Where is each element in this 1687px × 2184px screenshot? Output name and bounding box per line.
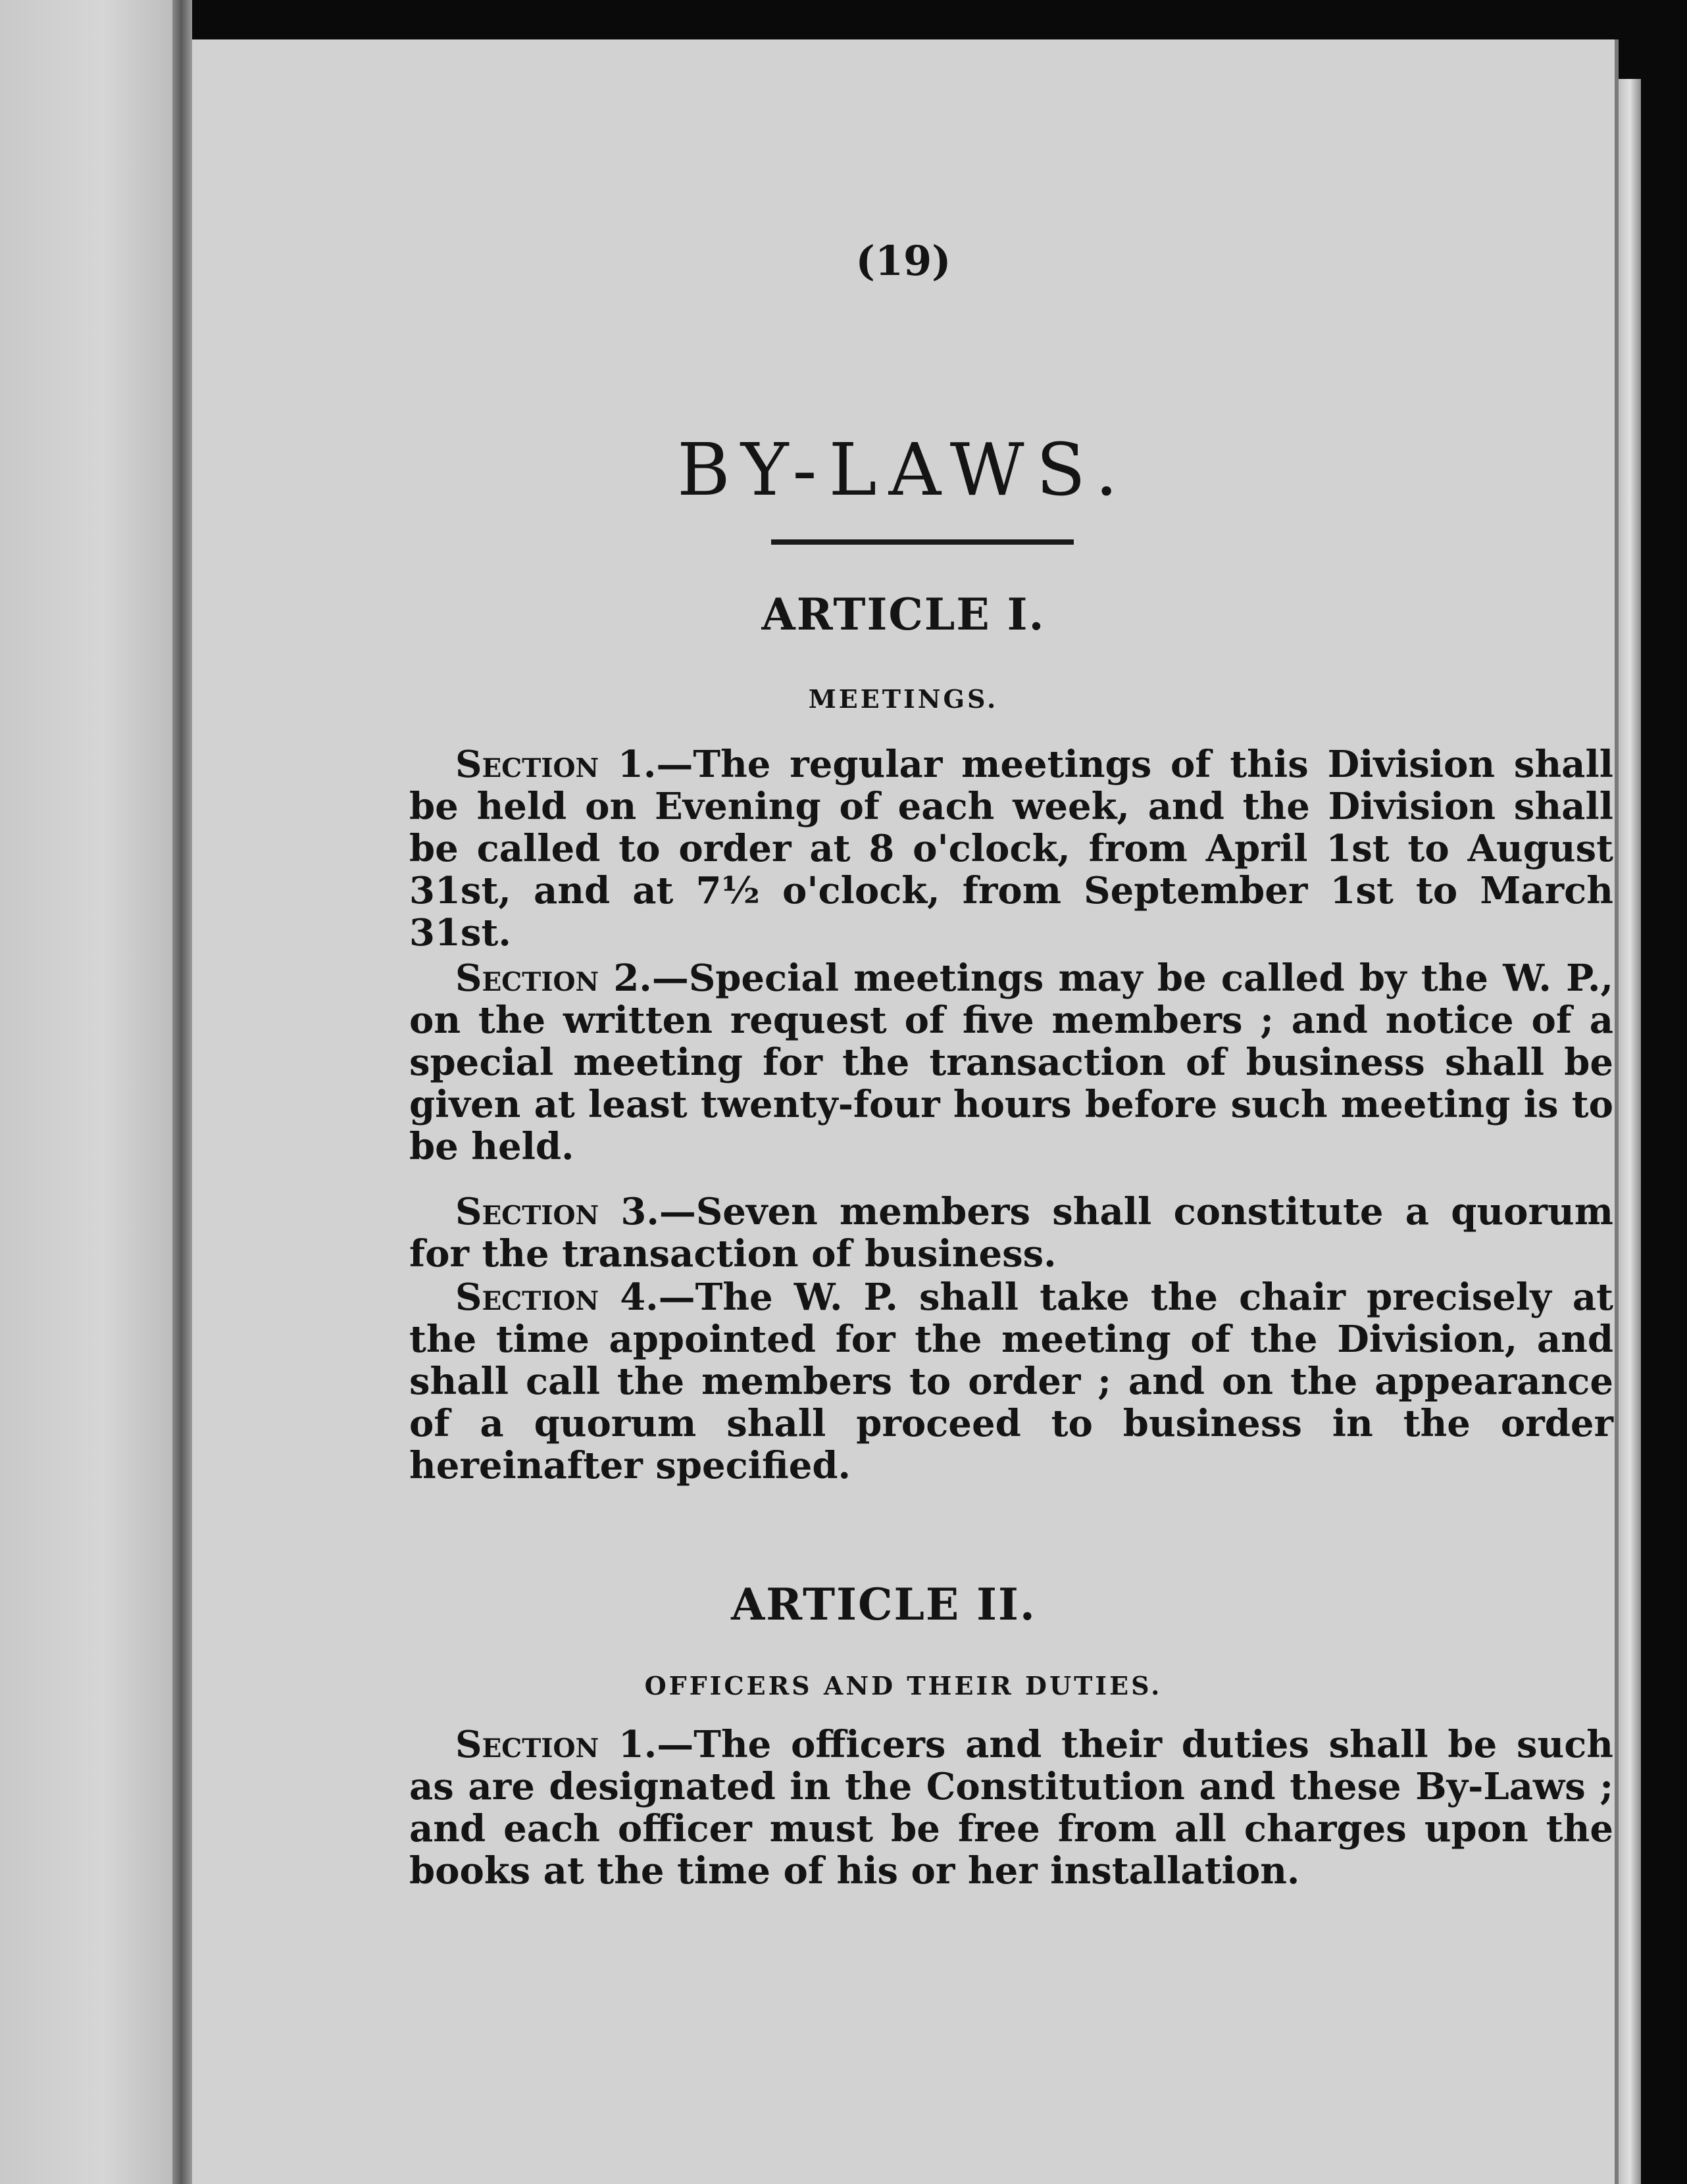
article-1-section-4 [409, 1276, 1613, 1487]
article-1-section-2 [409, 957, 1613, 1168]
page-title: BY-LAWS. [676, 428, 1130, 512]
section-text: —The regular meetings of this Division shall be held on Evening of each week, and the Division shall be called to order at 8 o'clock, from April 1st to August 31st, and at 7½ o'clock, from September 1st to March 31st. [409, 743, 1613, 955]
article-2-section-1 [409, 1724, 1613, 1892]
section-text: —The officers and their duties shall be such as are designated in the Constitution and these By-Laws ; and each officer must be free from all charges upon the books at the time of his or her installation. [409, 1723, 1613, 1893]
page-stack-edge [1619, 79, 1641, 2184]
section-label: Section 4. [455, 1276, 659, 1319]
article-1-section-1 [409, 743, 1613, 954]
section-label: Section 1. [455, 1723, 657, 1766]
article-1-section-3 [409, 1191, 1613, 1275]
section-label: Section 1. [455, 743, 657, 786]
section-text: —The W. P. shall take the chair precisely at the time appointed for the meeting of the Division, and shall call the members to order ; and on the appearance of a quorum shall proceed to business in the order hereinafter specified. [409, 1276, 1613, 1487]
section-label: Section 2. [455, 956, 652, 1000]
article-2-title: ARTICLE II. [731, 1579, 1036, 1630]
book-gutter [172, 0, 192, 2184]
document-page [192, 39, 1619, 2184]
facing-page-edge [0, 0, 172, 2184]
section-text: —Special meetings may be called by the W. P., on the written request of five members ; and notice of a special meeting for the transaction of business shall be given at least twenty-four hours before such meeting is to be held. [409, 956, 1613, 1168]
article-2-subtitle: OFFICERS AND THEIR DUTIES. [644, 1671, 1163, 1700]
section-text: —Seven members shall constitute a quorum for the transaction of business. [409, 1190, 1613, 1276]
section-label: Section 3. [455, 1190, 659, 1233]
page-number: (19) [855, 237, 951, 285]
article-1-title: ARTICLE I. [761, 589, 1045, 640]
title-rule [771, 539, 1074, 545]
article-1-subtitle: MEETINGS. [808, 684, 999, 714]
